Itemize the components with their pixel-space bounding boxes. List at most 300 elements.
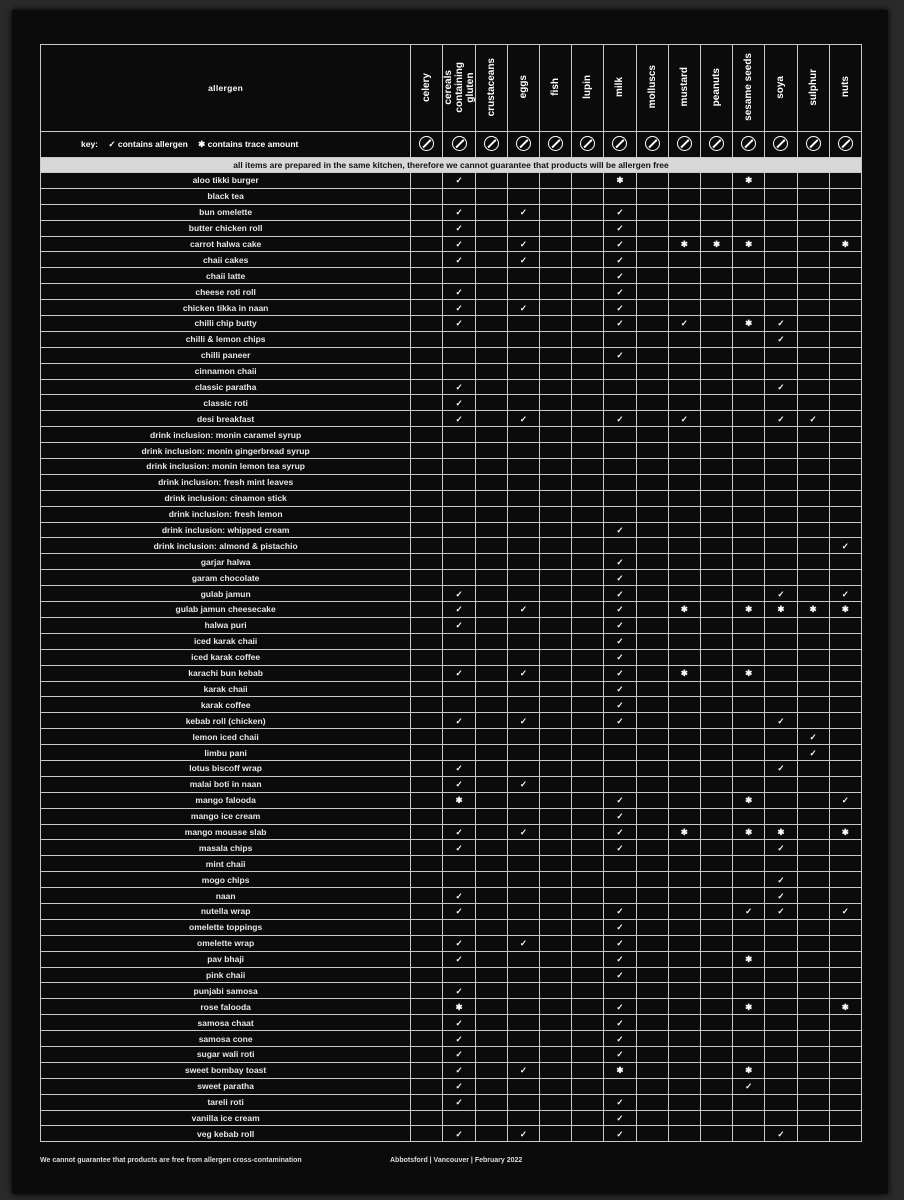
allergen-cell — [443, 347, 475, 363]
table-row — [41, 538, 862, 554]
allergen-cell — [636, 474, 668, 490]
allergen-cell — [829, 204, 861, 220]
allergen-cell — [475, 347, 507, 363]
allergen-cell — [507, 1015, 539, 1031]
allergen-cell — [411, 872, 443, 888]
table-row — [41, 983, 862, 999]
allergen-cell — [475, 1078, 507, 1094]
allergen-cell — [765, 522, 797, 538]
allergen-cell — [475, 252, 507, 268]
allergen-cell — [636, 522, 668, 538]
allergen-cell — [700, 379, 732, 395]
allergen-cell — [668, 522, 700, 538]
allergen-cell — [475, 999, 507, 1015]
allergen-cell — [540, 570, 572, 586]
allergen-cell: ✱ — [733, 951, 765, 967]
key-label: key: — [81, 139, 99, 149]
item-name: aloo tikki burger — [41, 173, 411, 189]
allergen-cell: ✓ — [443, 316, 475, 332]
allergen-cell — [475, 316, 507, 332]
allergen-cell — [797, 888, 829, 904]
allergen-cell — [797, 300, 829, 316]
allergen-cell — [700, 935, 732, 951]
allergen-cell — [443, 681, 475, 697]
table-row — [41, 300, 862, 316]
allergen-cell — [733, 506, 765, 522]
allergen-cell — [411, 1094, 443, 1110]
allergen-cell — [700, 840, 732, 856]
footer-disclaimer: We cannot guarantee that products are free from allergen cross-contamination — [40, 1157, 302, 1164]
allergen-cell — [572, 1110, 604, 1126]
allergen-cell: ✱ — [733, 316, 765, 332]
allergen-cell: ✓ — [829, 538, 861, 554]
allergen-cell — [507, 506, 539, 522]
allergen-cell — [668, 1126, 700, 1142]
allergen-cell — [636, 506, 668, 522]
allergen-cell — [507, 999, 539, 1015]
item-name: nutella wrap — [41, 903, 411, 919]
allergen-cell: ✓ — [443, 760, 475, 776]
item-name: drink inclusion: whipped cream — [41, 522, 411, 538]
allergen-cell — [797, 649, 829, 665]
allergen-cell — [636, 538, 668, 554]
allergen-cell — [636, 935, 668, 951]
item-name: iced karak chaii — [41, 633, 411, 649]
allergen-cell — [604, 490, 636, 506]
allergen-cell — [733, 919, 765, 935]
allergen-cell — [636, 1015, 668, 1031]
allergen-cell: ✓ — [604, 999, 636, 1015]
allergen-cell — [540, 459, 572, 475]
allergen-cell: ✱ — [443, 792, 475, 808]
allergen-cell — [604, 872, 636, 888]
sulphur-icon — [806, 136, 821, 151]
allergen-cell — [700, 951, 732, 967]
allergen-cell — [540, 331, 572, 347]
allergen-cell — [507, 427, 539, 443]
allergen-cell — [475, 617, 507, 633]
allergen-cell — [797, 316, 829, 332]
allergen-cell — [733, 459, 765, 475]
allergen-cell: ✓ — [604, 522, 636, 538]
allergen-cell — [636, 808, 668, 824]
allergen-cell — [765, 745, 797, 761]
allergen-cell — [700, 316, 732, 332]
allergen-cell — [540, 919, 572, 935]
allergen-cell — [540, 792, 572, 808]
allergen-cell — [443, 506, 475, 522]
allergen-cell — [507, 363, 539, 379]
allergen-cell — [668, 999, 700, 1015]
header-row — [41, 45, 862, 132]
allergen-cell — [572, 316, 604, 332]
table-row — [41, 379, 862, 395]
soya-icon — [773, 136, 788, 151]
table-row — [41, 236, 862, 252]
allergen-cell — [572, 268, 604, 284]
table-row — [41, 856, 862, 872]
item-name: vanilla ice cream — [41, 1110, 411, 1126]
allergen-cell — [507, 919, 539, 935]
allergen-cell — [829, 1031, 861, 1047]
allergen-cell — [604, 363, 636, 379]
allergen-cell — [765, 1015, 797, 1031]
allergen-cell: ✓ — [668, 316, 700, 332]
allergen-column-header — [572, 45, 604, 132]
allergen-cell — [700, 1031, 732, 1047]
allergen-cell: ✓ — [604, 903, 636, 919]
allergen-cell: ✓ — [765, 872, 797, 888]
allergen-cell — [411, 586, 443, 602]
allergen-cell — [700, 427, 732, 443]
allergen-cell — [668, 1031, 700, 1047]
allergen-cell — [700, 919, 732, 935]
allergen-cell — [507, 745, 539, 761]
allergen-cell — [507, 347, 539, 363]
allergen-cell — [507, 856, 539, 872]
allergen-cell — [668, 268, 700, 284]
allergen-cell — [411, 745, 443, 761]
allergen-cell — [475, 1031, 507, 1047]
allergen-cell — [700, 665, 732, 681]
allergen-cell — [604, 506, 636, 522]
allergen-cell — [733, 983, 765, 999]
allergen-cell — [733, 268, 765, 284]
allergen-cell — [668, 1094, 700, 1110]
allergen-cell — [411, 220, 443, 236]
allergen-cell — [765, 506, 797, 522]
key-contains: ✓ contains allergen — [108, 139, 188, 149]
allergen-cell — [411, 681, 443, 697]
allergen-cell — [829, 967, 861, 983]
allergen-cell — [700, 395, 732, 411]
allergen-cell — [443, 729, 475, 745]
allergen-cell — [540, 236, 572, 252]
allergen-cell — [797, 554, 829, 570]
allergen-cell — [797, 1110, 829, 1126]
allergen-cell — [507, 840, 539, 856]
allergen-cell — [829, 474, 861, 490]
allergen-cell — [700, 522, 732, 538]
allergen-cell: ✱ — [733, 602, 765, 618]
item-name: butter chicken roll — [41, 220, 411, 236]
allergen-cell: ✓ — [443, 1062, 475, 1078]
allergen-cell — [797, 522, 829, 538]
allergen-cell — [572, 633, 604, 649]
allergen-cell — [668, 713, 700, 729]
allergen-cell — [733, 713, 765, 729]
allergen-cell — [572, 188, 604, 204]
allergen-cell — [507, 443, 539, 459]
allergen-cell — [829, 506, 861, 522]
table-row — [41, 459, 862, 475]
allergen-cell — [700, 745, 732, 761]
allergen-cell — [636, 729, 668, 745]
allergen-cell — [572, 173, 604, 189]
allergen-cell — [572, 411, 604, 427]
item-name: mango mousse slab — [41, 824, 411, 840]
allergen-cell — [443, 427, 475, 443]
allergen-cell: ✓ — [733, 1078, 765, 1094]
allergen-cell — [540, 173, 572, 189]
allergen-cell — [829, 395, 861, 411]
allergen-cell — [636, 617, 668, 633]
allergen-cell — [668, 395, 700, 411]
allergen-cell: ✓ — [604, 252, 636, 268]
allergen-cell — [572, 840, 604, 856]
item-name: drink inclusion: fresh lemon — [41, 506, 411, 522]
allergen-cell: ✱ — [668, 602, 700, 618]
allergen-cell — [572, 729, 604, 745]
allergen-cell — [668, 840, 700, 856]
allergen-cell — [829, 1015, 861, 1031]
allergen-cell — [572, 427, 604, 443]
allergen-cell: ✓ — [765, 316, 797, 332]
allergen-cell: ✓ — [604, 1015, 636, 1031]
table-row — [41, 1046, 862, 1062]
allergen-cell — [443, 967, 475, 983]
allergen-cell: ✱ — [829, 999, 861, 1015]
allergen-cell: ✱ — [733, 824, 765, 840]
allergen-cell — [540, 347, 572, 363]
allergen-cell — [733, 745, 765, 761]
item-name: garjar halwa — [41, 554, 411, 570]
allergen-cell — [733, 300, 765, 316]
allergen-cell — [797, 1046, 829, 1062]
allergen-cell — [829, 459, 861, 475]
table-row — [41, 411, 862, 427]
allergen-cell — [797, 1078, 829, 1094]
allergen-cell — [733, 284, 765, 300]
lupin-icon — [580, 136, 595, 151]
kitchen-note: all items are prepared in the same kitchen, therefore we cannot guarantee that products will be allergen free — [41, 158, 862, 173]
table-row — [41, 935, 862, 951]
allergen-cell — [765, 649, 797, 665]
allergen-cell — [829, 729, 861, 745]
allergen-cell: ✓ — [507, 1062, 539, 1078]
key-trace: ✱ contains trace amount — [198, 139, 299, 149]
allergen-cell — [765, 665, 797, 681]
allergen-cell: ✓ — [443, 284, 475, 300]
allergen-cell — [700, 808, 732, 824]
allergen-cell — [540, 681, 572, 697]
allergen-cell: ✓ — [797, 729, 829, 745]
allergen-cell: ✱ — [733, 999, 765, 1015]
item-name: classic roti — [41, 395, 411, 411]
allergen-cell — [636, 967, 668, 983]
allergen-cell — [797, 490, 829, 506]
allergen-cell — [636, 649, 668, 665]
allergen-cell — [829, 951, 861, 967]
allergen-cell: ✓ — [507, 252, 539, 268]
allergen-cell — [604, 459, 636, 475]
allergen-cell — [604, 379, 636, 395]
allergen-cell — [733, 935, 765, 951]
allergen-cell — [572, 1078, 604, 1094]
allergen-cell — [700, 506, 732, 522]
allergen-cell — [540, 188, 572, 204]
item-name: lemon iced chaii — [41, 729, 411, 745]
allergen-cell: ✓ — [604, 824, 636, 840]
allergen-cell — [668, 697, 700, 713]
allergen-cell — [572, 1126, 604, 1142]
allergen-column-header — [765, 45, 797, 132]
allergen-cell — [411, 1078, 443, 1094]
allergen-cell: ✱ — [733, 1062, 765, 1078]
allergen-cell — [733, 188, 765, 204]
allergen-cell: ✓ — [443, 903, 475, 919]
allergen-cell — [475, 490, 507, 506]
allergen-cell — [507, 316, 539, 332]
allergen-cell: ✓ — [604, 316, 636, 332]
allergen-cell: ✓ — [765, 379, 797, 395]
allergen-cell: ✓ — [604, 204, 636, 220]
allergen-cell — [443, 745, 475, 761]
allergen-cell — [572, 919, 604, 935]
allergen-cell — [829, 1046, 861, 1062]
allergen-cell — [668, 220, 700, 236]
allergen-cell: ✓ — [604, 300, 636, 316]
allergen-cell — [829, 617, 861, 633]
allergen-cell — [733, 1046, 765, 1062]
allergen-cell — [700, 347, 732, 363]
allergen-cell — [700, 474, 732, 490]
allergen-column-header — [700, 45, 732, 132]
allergen-cell — [572, 395, 604, 411]
allergen-cell — [475, 967, 507, 983]
allergen-cell — [540, 760, 572, 776]
allergen-cell — [797, 697, 829, 713]
item-name: classic paratha — [41, 379, 411, 395]
allergen-cell: ✓ — [507, 236, 539, 252]
allergen-cell — [411, 602, 443, 618]
allergen-cell — [829, 888, 861, 904]
allergen-column-header — [443, 45, 475, 132]
allergen-cell: ✓ — [507, 204, 539, 220]
allergen-cell — [700, 903, 732, 919]
allergen-cell — [540, 252, 572, 268]
table-row — [41, 745, 862, 761]
table-row — [41, 554, 862, 570]
allergen-cell: ✓ — [829, 792, 861, 808]
table-row — [41, 395, 862, 411]
allergen-cell — [700, 967, 732, 983]
table-row — [41, 967, 862, 983]
item-name: sweet paratha — [41, 1078, 411, 1094]
allergen-cell — [572, 1031, 604, 1047]
items-body — [41, 173, 862, 1142]
allergen-cell — [668, 363, 700, 379]
allergen-cell: ✓ — [443, 1031, 475, 1047]
table-row — [41, 1031, 862, 1047]
allergen-cell — [829, 665, 861, 681]
allergen-cell: ✓ — [443, 665, 475, 681]
allergen-cell: ✓ — [443, 983, 475, 999]
allergen-cell — [700, 729, 732, 745]
allergen-cell — [636, 681, 668, 697]
item-name: pink chaii — [41, 967, 411, 983]
allergen-cell — [443, 919, 475, 935]
allergen-cell — [507, 554, 539, 570]
allergen-cell — [797, 935, 829, 951]
peanuts-icon — [709, 136, 724, 151]
milk-icon — [612, 136, 627, 151]
allergen-cell — [636, 427, 668, 443]
allergen-cell — [668, 776, 700, 792]
allergen-icon-cell — [700, 132, 732, 158]
allergen-cell: ✓ — [443, 1094, 475, 1110]
allergen-cell — [507, 729, 539, 745]
key-row — [41, 132, 862, 158]
allergen-cell — [668, 967, 700, 983]
allergen-cell — [636, 1110, 668, 1126]
table-row — [41, 331, 862, 347]
allergen-cell — [443, 808, 475, 824]
table-row — [41, 427, 862, 443]
allergen-cell — [507, 681, 539, 697]
allergen-cell — [797, 681, 829, 697]
item-name: mint chaii — [41, 856, 411, 872]
allergen-cell — [540, 300, 572, 316]
allergen-cell — [636, 602, 668, 618]
allergen-cell — [700, 824, 732, 840]
item-name: sweet bombay toast — [41, 1062, 411, 1078]
allergen-cell — [411, 316, 443, 332]
allergen-cell — [797, 1126, 829, 1142]
item-name: chilli chip butty — [41, 316, 411, 332]
allergen-cell — [475, 474, 507, 490]
allergen-cell: ✓ — [443, 935, 475, 951]
allergen-cell — [411, 554, 443, 570]
allergen-cell — [668, 872, 700, 888]
table-row — [41, 681, 862, 697]
allergen-cell — [475, 792, 507, 808]
allergen-cell — [475, 888, 507, 904]
allergen-cell — [475, 633, 507, 649]
allergen-cell: ✓ — [604, 951, 636, 967]
allergen-cell — [700, 1046, 732, 1062]
item-name: kebab roll (chicken) — [41, 713, 411, 729]
allergen-cell — [475, 840, 507, 856]
allergen-cell — [733, 1015, 765, 1031]
allergen-cell — [636, 220, 668, 236]
allergen-cell — [636, 395, 668, 411]
allergen-cell — [636, 379, 668, 395]
allergen-cell — [636, 347, 668, 363]
allergen-cell: ✓ — [765, 713, 797, 729]
table-row — [41, 316, 862, 332]
allergen-cell — [604, 1078, 636, 1094]
allergen-icon-cell — [765, 132, 797, 158]
allergen-cell — [700, 300, 732, 316]
allergen-cell — [411, 506, 443, 522]
allergen-cell — [475, 284, 507, 300]
allergen-cell — [765, 490, 797, 506]
allergen-cell — [507, 331, 539, 347]
allergen-cell — [765, 935, 797, 951]
allergen-cell: ✓ — [443, 824, 475, 840]
item-name: drink inclusion: cinamon stick — [41, 490, 411, 506]
allergen-cell — [475, 443, 507, 459]
allergen-cell: ✱ — [765, 824, 797, 840]
allergen-cell — [475, 268, 507, 284]
allergen-cell — [797, 204, 829, 220]
allergen-cell: ✱ — [443, 999, 475, 1015]
allergen-cell: ✓ — [604, 649, 636, 665]
allergen-cell — [411, 252, 443, 268]
allergen-cell — [443, 649, 475, 665]
allergen-cell — [829, 284, 861, 300]
